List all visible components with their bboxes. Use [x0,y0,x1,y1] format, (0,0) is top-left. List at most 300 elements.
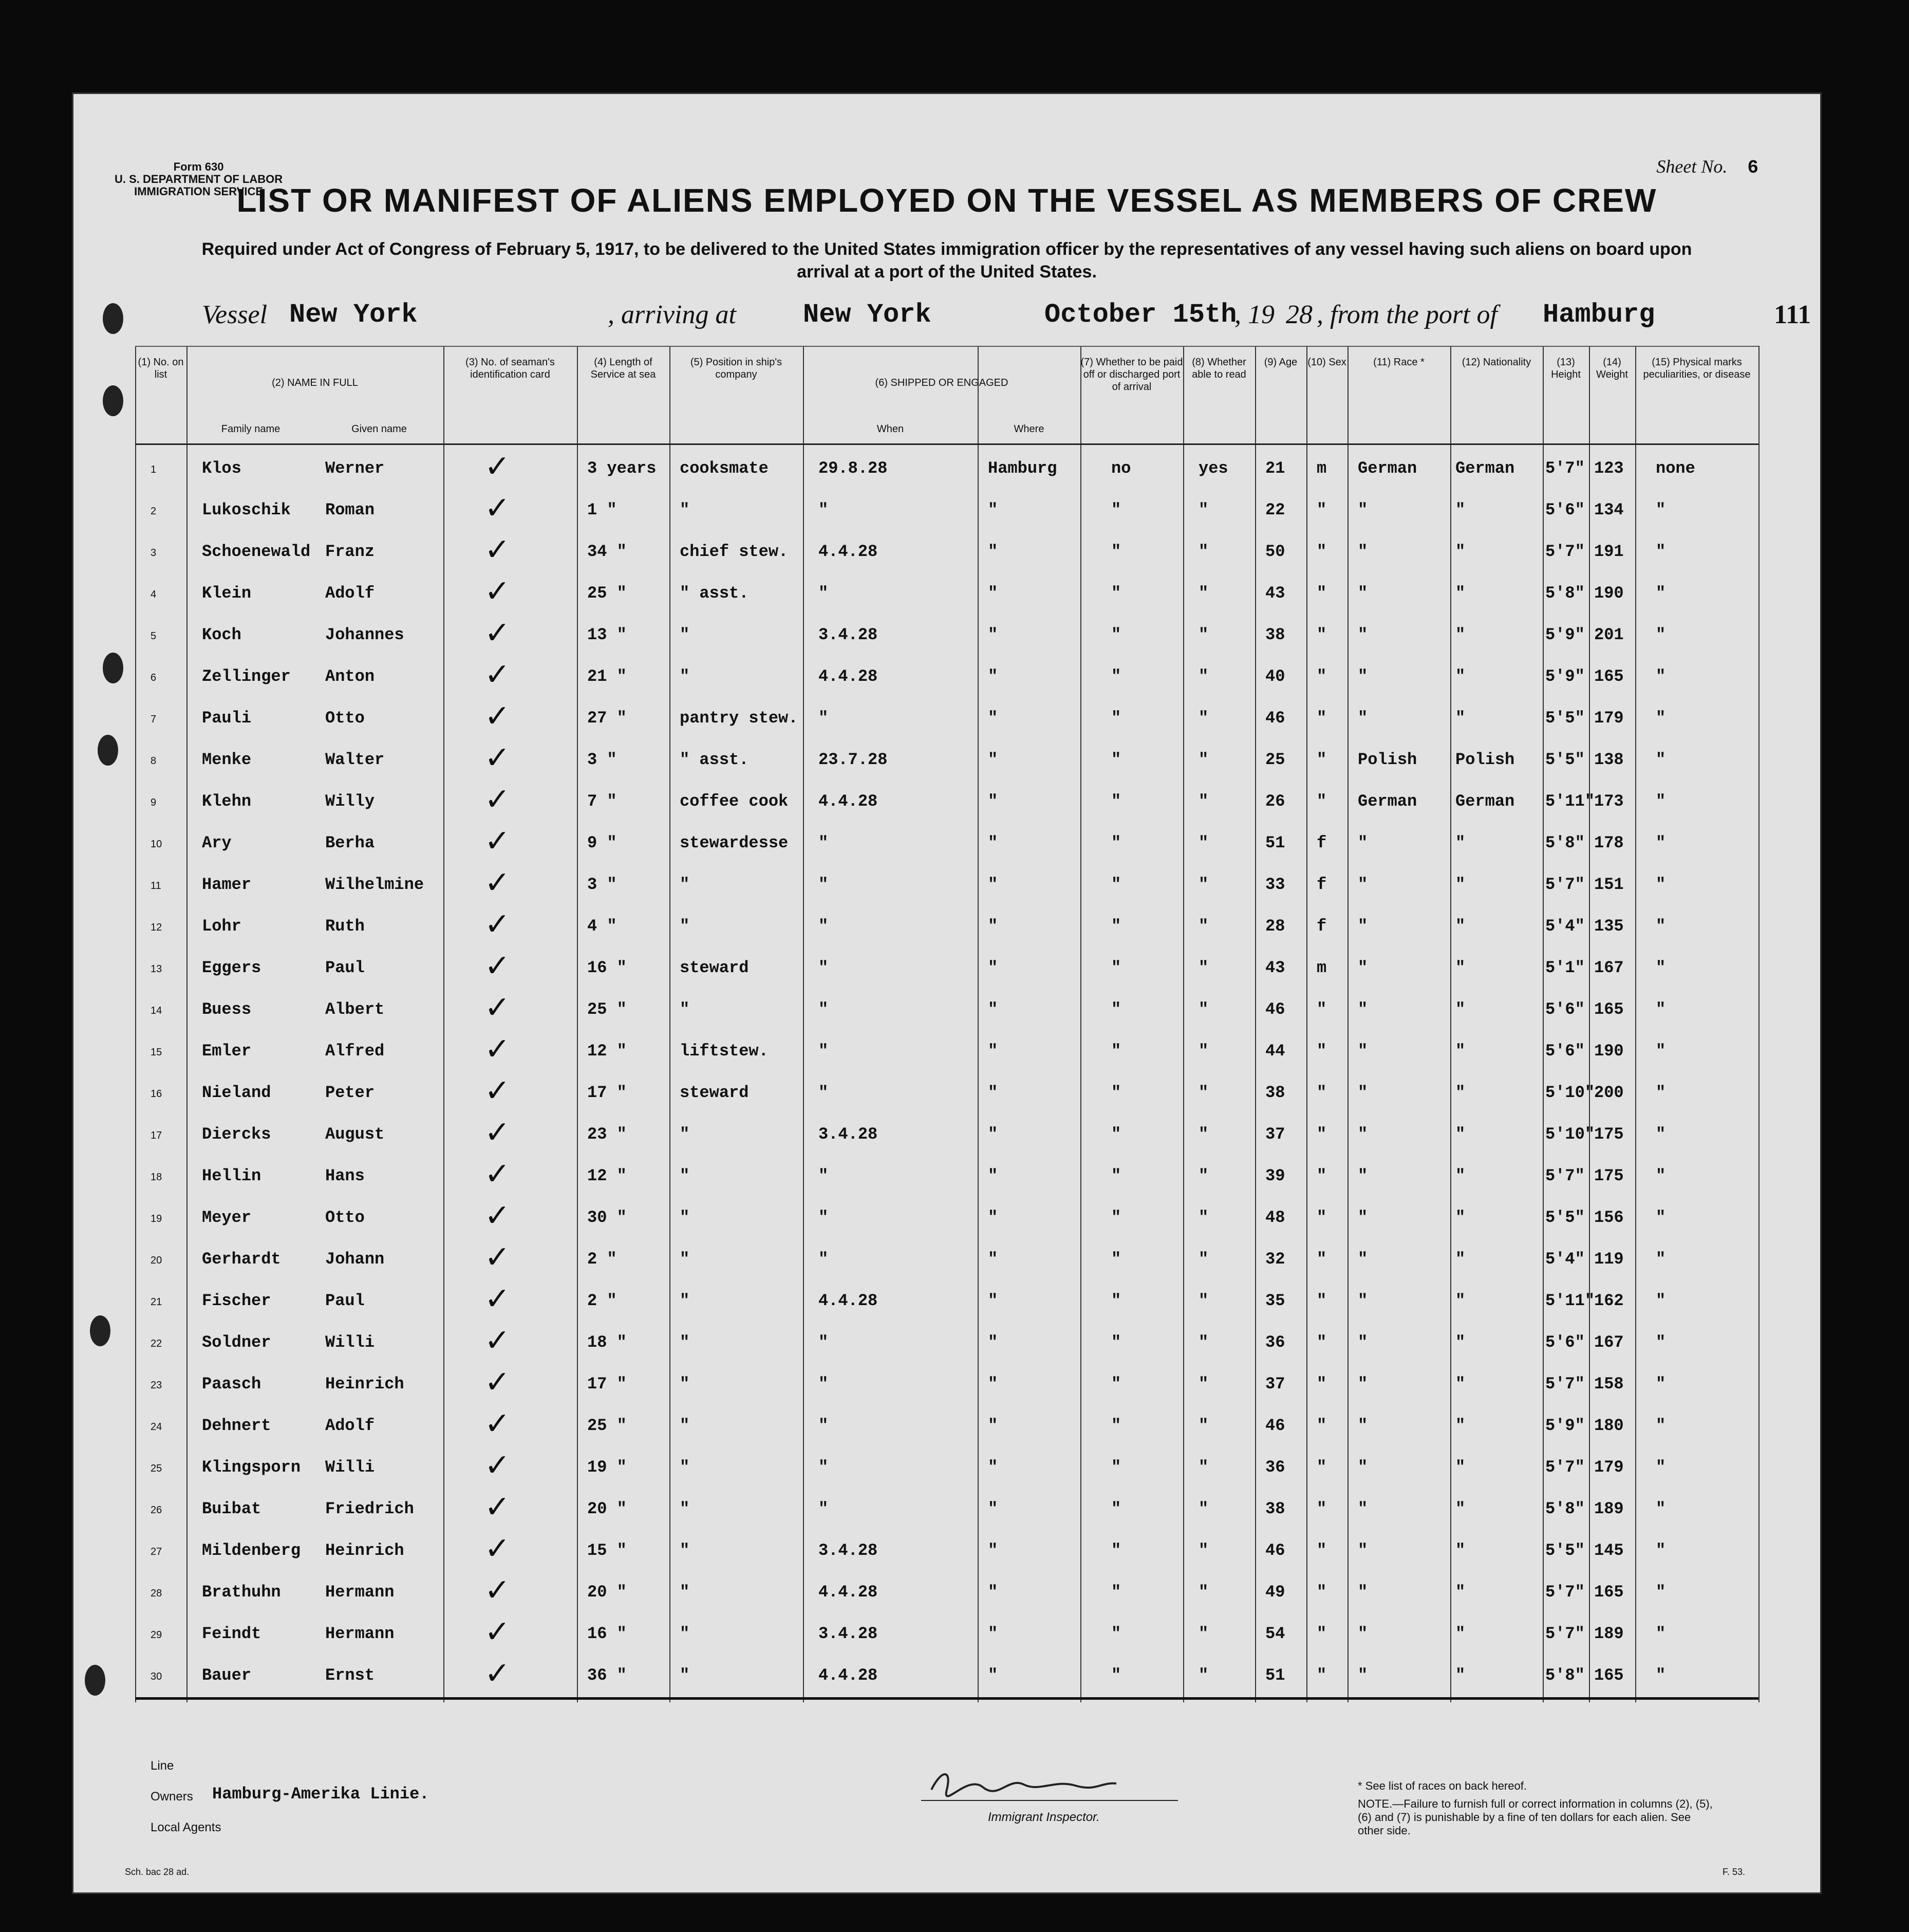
shipped-when-cell: " [818,584,829,603]
position-cell: " [680,1125,690,1144]
physical-marks-cell: " [1656,1624,1666,1643]
shipped-when-cell: 4.4.28 [818,792,878,811]
sex-cell: " [1317,709,1327,728]
shipped-where-cell: " [988,667,998,686]
service-length-cell: 15 " [587,1541,627,1560]
physical-marks-cell: " [1656,1166,1666,1185]
able-to-read-cell: " [1199,875,1209,894]
sex-cell: " [1317,1333,1327,1352]
family-name-cell: Gerhardt [202,1250,281,1269]
check-mark-icon: ✓ [484,1447,511,1483]
position-cell: " [680,1291,690,1310]
shipped-when-cell: " [818,1042,829,1061]
shipped-when-cell: " [818,1000,829,1019]
physical-marks-cell: " [1656,792,1666,811]
height-cell: 5'6" [1545,1333,1585,1352]
nationality-cell: " [1455,1416,1466,1435]
table-row [135,906,1830,946]
weight-cell: 191 [1594,542,1624,561]
family-name-cell: Brathuhn [202,1583,281,1602]
service-length-cell: 18 " [587,1333,627,1352]
col-header-age: (9) Age [1264,357,1298,368]
height-cell: 5'6" [1545,1000,1585,1019]
physical-marks-cell: " [1656,709,1666,728]
nationality-cell: " [1455,1541,1466,1560]
race-cell: " [1358,1042,1368,1061]
age-cell: 51 [1265,833,1285,852]
race-cell: German [1358,792,1417,811]
printer-mark: Sch. bac 28 ad. [125,1867,190,1877]
able-to-read-cell: " [1199,584,1209,603]
year-prefix: , 19 [1234,300,1275,329]
row-number-cell: 9 [151,797,157,808]
check-mark-icon: ✓ [484,1198,511,1234]
able-to-read-cell: " [1199,750,1209,769]
height-cell: 5'9" [1545,625,1585,644]
service-length-cell: 36 " [587,1666,627,1685]
physical-marks-cell: " [1656,750,1666,769]
able-to-read-cell: " [1199,1083,1209,1102]
physical-marks-cell: " [1656,1208,1666,1227]
check-mark-icon: ✓ [484,490,511,526]
height-cell: 5'9" [1545,667,1585,686]
nationality-cell: " [1455,625,1466,644]
paid-off-cell: " [1111,667,1121,686]
position-cell: " [680,1250,690,1269]
position-cell: steward [680,1083,749,1102]
weight-cell: 173 [1594,792,1624,811]
position-cell: " [680,625,690,644]
race-cell: " [1358,1166,1368,1185]
table-row [135,1281,1830,1321]
sex-cell: f [1317,917,1327,936]
row-number-cell: 21 [151,1296,162,1308]
race-cell: " [1358,875,1368,894]
paid-off-cell: " [1111,1083,1121,1102]
height-cell: 5'7" [1545,1583,1585,1602]
nationality-cell: " [1455,1624,1466,1643]
weight-cell: 165 [1594,1000,1624,1019]
age-cell: 21 [1265,459,1285,478]
row-number-cell: 18 [151,1172,162,1183]
row-number-cell: 2 [151,506,157,517]
nationality-cell: " [1455,917,1466,936]
family-name-cell: Zellinger [202,667,291,686]
position-cell: liftstew. [680,1042,769,1061]
race-cell: Polish [1358,750,1417,769]
able-to-read-cell: " [1199,1291,1209,1310]
table-row [135,1156,1830,1196]
binder-hole [98,735,118,766]
check-mark-icon: ✓ [484,823,511,859]
weight-cell: 165 [1594,667,1624,686]
height-cell: 5'7" [1545,1624,1585,1643]
able-to-read-cell: " [1199,833,1209,852]
physical-marks-cell: " [1656,1374,1666,1394]
weight-cell: 178 [1594,833,1624,852]
table-row [135,1531,1830,1571]
family-name-cell: Bauer [202,1666,252,1685]
sex-cell: " [1317,1624,1327,1643]
binder-hole [103,303,123,334]
shipped-where-cell: " [988,1042,998,1061]
position-cell: cooksmate [680,459,769,478]
service-length-cell: 17 " [587,1374,627,1394]
age-cell: 50 [1265,542,1285,561]
nationality-cell: " [1455,1208,1466,1227]
shipped-when-cell: 3.4.28 [818,1541,878,1560]
given-name-cell: Hermann [325,1583,395,1602]
able-to-read-cell: " [1199,792,1209,811]
col-header-family: Family name [221,423,280,435]
sex-cell: " [1317,1374,1327,1394]
weight-cell: 135 [1594,917,1624,936]
weight-cell: 134 [1594,500,1624,519]
paid-off-cell: " [1111,1042,1121,1061]
able-to-read-cell: " [1199,1499,1209,1518]
race-cell: " [1358,1291,1368,1310]
race-cell: " [1358,709,1368,728]
given-name-cell: Franz [325,542,375,561]
height-cell: 5'10" [1545,1125,1595,1144]
given-name-cell: Roman [325,500,375,519]
given-name-cell: Willy [325,792,375,811]
table-row [135,532,1830,572]
shipped-where-cell: " [988,1541,998,1560]
physical-marks-cell: " [1656,1083,1666,1102]
paid-off-cell: " [1111,958,1121,977]
paid-off-cell: " [1111,584,1121,603]
weight-cell: 179 [1594,1458,1624,1477]
inspector-signature [921,1764,1178,1801]
page-title: LIST OR MANIFEST OF ALIENS EMPLOYED ON THE VESSEL AS MEMBERS OF CREW [236,182,1657,219]
paid-off-cell: " [1111,625,1121,644]
table-row [135,1364,1830,1404]
height-cell: 5'5" [1545,1208,1585,1227]
race-cell: German [1358,459,1417,478]
check-mark-icon: ✓ [484,657,511,693]
col-header-service: (4) Length of Service at sea [590,357,656,380]
race-cell: " [1358,958,1368,977]
arriving-value: New York [803,300,931,330]
weight-cell: 156 [1594,1208,1624,1227]
physical-marks-cell: " [1656,1458,1666,1477]
age-cell: 36 [1265,1333,1285,1352]
physical-marks-cell: " [1656,1666,1666,1685]
age-cell: 22 [1265,500,1285,519]
given-name-cell: Walter [325,750,385,769]
shipped-when-cell: " [818,875,829,894]
check-mark-icon: ✓ [484,1489,511,1525]
table-row [135,1447,1830,1488]
col-header-marks: (15) Physical marks peculiarities, or disease [1643,357,1751,380]
list-number: 111 [1774,300,1811,329]
given-name-cell: Johannes [325,625,404,644]
service-length-cell: 3 " [587,750,617,769]
sex-cell: " [1317,1541,1327,1560]
weight-cell: 175 [1594,1125,1624,1144]
family-name-cell: Lohr [202,917,241,936]
physical-marks-cell: " [1656,833,1666,852]
sex-cell: " [1317,625,1327,644]
sex-cell: " [1317,1083,1327,1102]
shipped-when-cell: 29.8.28 [818,459,888,478]
row-number-cell: 7 [151,714,157,725]
row-number-cell: 22 [151,1338,162,1349]
service-length-cell: 34 " [587,542,627,561]
age-cell: 32 [1265,1250,1285,1269]
age-cell: 37 [1265,1374,1285,1394]
physical-marks-cell: " [1656,1000,1666,1019]
service-length-cell: 2 " [587,1250,617,1269]
given-name-cell: Willi [325,1458,375,1477]
physical-marks-cell: " [1656,917,1666,936]
sex-cell: " [1317,1666,1327,1685]
position-cell: " [680,1541,690,1560]
paid-off-cell: " [1111,1125,1121,1144]
row-number-cell: 10 [151,839,162,850]
sex-cell: " [1317,1583,1327,1602]
able-to-read-cell: " [1199,1416,1209,1435]
weight-cell: 179 [1594,709,1624,728]
family-name-cell: Soldner [202,1333,271,1352]
shipped-when-cell: 4.4.28 [818,1583,878,1602]
family-name-cell: Dehnert [202,1416,271,1435]
row-number-cell: 11 [151,880,161,891]
family-name-cell: Klehn [202,792,252,811]
shipped-where-cell: " [988,1374,998,1394]
family-name-cell: Mildenberg [202,1541,301,1560]
age-cell: 40 [1265,667,1285,686]
nationality-cell: " [1455,667,1466,686]
crew-table [135,346,1830,1702]
height-cell: 5'5" [1545,1541,1585,1560]
check-mark-icon: ✓ [484,1364,511,1400]
nationality-cell: " [1455,584,1466,603]
able-to-read-cell: " [1199,667,1209,686]
shipped-when-cell: 3.4.28 [818,1125,878,1144]
shipped-where-cell: " [988,1624,998,1643]
weight-cell: 200 [1594,1083,1624,1102]
height-cell: 5'5" [1545,709,1585,728]
position-cell: " asst. [680,750,749,769]
weight-cell: 151 [1594,875,1624,894]
page-subtitle: Required under Act of Congress of February 5, 1917, to be delivered to the United States immigration officer by the representatives of any vessel having such aliens on board upon arrival at a port of the United States. [201,239,1692,282]
given-name-cell: Ernst [325,1666,375,1685]
shipped-where-cell: " [988,709,998,728]
nationality-cell: " [1455,1250,1466,1269]
check-mark-icon: ✓ [484,698,511,734]
check-mark-icon: ✓ [484,782,511,818]
race-cell: " [1358,1624,1368,1643]
binder-hole [90,1315,110,1346]
race-cell: " [1358,667,1368,686]
col-header-read: (8) Whether able to read [1192,357,1246,380]
height-cell: 5'10" [1545,1083,1595,1102]
weight-cell: 175 [1594,1166,1624,1185]
family-name-cell: Fischer [202,1291,271,1310]
table-row [135,823,1830,863]
position-cell: " asst. [680,584,749,603]
table-row [135,1489,1830,1529]
age-cell: 54 [1265,1624,1285,1643]
vessel-value: New York [289,300,418,330]
row-number-cell: 1 [151,464,157,475]
given-name-cell: Friedrich [325,1499,414,1518]
nationality-cell: " [1455,1083,1466,1102]
family-name-cell: Klingsporn [202,1458,301,1477]
table-row [135,449,1830,489]
service-length-cell: 12 " [587,1166,627,1185]
sex-cell: " [1317,1499,1327,1518]
able-to-read-cell: " [1199,1541,1209,1560]
given-name-cell: Heinrich [325,1541,404,1560]
race-cell: " [1358,917,1368,936]
nationality-cell: " [1455,1000,1466,1019]
age-cell: 49 [1265,1583,1285,1602]
shipped-when-cell: " [818,1083,829,1102]
nationality-cell: " [1455,1583,1466,1602]
row-number-cell: 20 [151,1255,162,1266]
paid-off-cell: " [1111,1541,1121,1560]
shipped-when-cell: 3.4.28 [818,1624,878,1643]
height-cell: 5'5" [1545,750,1585,769]
sex-cell: " [1317,1125,1327,1144]
col-header-no: (1) No. on list [138,357,184,380]
race-cell: " [1358,1083,1368,1102]
row-number-cell: 15 [151,1047,162,1058]
nationality-cell: " [1455,709,1466,728]
row-number-cell: 8 [151,755,157,767]
age-cell: 46 [1265,709,1285,728]
able-to-read-cell: " [1199,1333,1209,1352]
given-name-cell: Johann [325,1250,385,1269]
able-to-read-cell: " [1199,1042,1209,1061]
age-cell: 33 [1265,875,1285,894]
weight-cell: 145 [1594,1541,1624,1560]
position-cell: " [680,1624,690,1643]
physical-marks-cell: " [1656,1499,1666,1518]
row-number-cell: 24 [151,1421,162,1433]
able-to-read-cell: " [1199,1166,1209,1185]
sex-cell: " [1317,1166,1327,1185]
family-name-cell: Buibat [202,1499,261,1518]
family-name-cell: Emler [202,1042,252,1061]
paid-off-cell: " [1111,1166,1121,1185]
race-cell: " [1358,1000,1368,1019]
physical-marks-cell: " [1656,1583,1666,1602]
weight-cell: 138 [1594,750,1624,769]
nationality-cell: " [1455,500,1466,519]
row-number-cell: 12 [151,922,162,933]
nationality-cell: " [1455,1125,1466,1144]
physical-marks-cell: " [1656,667,1666,686]
able-to-read-cell: " [1199,1583,1209,1602]
weight-cell: 123 [1594,459,1624,478]
check-mark-icon: ✓ [484,990,511,1026]
race-cell: " [1358,1583,1368,1602]
sex-cell: " [1317,667,1327,686]
shipped-where-cell: Hamburg [988,459,1057,478]
height-cell: 5'6" [1545,1042,1585,1061]
table-row [135,1614,1830,1654]
col-header-shipped: (6) SHIPPED OR ENGAGED [875,377,1008,388]
check-mark-icon: ✓ [484,1156,511,1192]
binder-hole [85,1665,105,1696]
given-name-cell: Werner [325,459,385,478]
check-mark-icon: ✓ [484,1114,511,1150]
inspector-label: Immigrant Inspector. [988,1810,1100,1824]
family-name-cell: Meyer [202,1208,252,1227]
age-cell: 36 [1265,1458,1285,1477]
check-mark-icon: ✓ [484,1406,511,1442]
age-cell: 38 [1265,1083,1285,1102]
weight-cell: 189 [1594,1499,1624,1518]
check-mark-icon: ✓ [484,1073,511,1109]
shipped-when-cell: " [818,1166,829,1185]
penalty-note: NOTE.—Failure to furnish full or correct information in columns (2), (5), (6) and (7) is punishable by a fine of ten dollars for each alien. See other side. [1358,1797,1713,1837]
service-length-cell: 17 " [587,1083,627,1102]
able-to-read-cell: " [1199,709,1209,728]
position-cell: " [680,1208,690,1227]
table-row [135,657,1830,697]
service-length-cell: 27 " [587,709,627,728]
service-length-cell: 2 " [587,1291,617,1310]
given-name-cell: Ruth [325,917,365,936]
shipped-when-cell: " [818,709,829,728]
binder-hole [103,653,123,683]
given-name-cell: Adolf [325,584,375,603]
check-mark-icon: ✓ [484,1239,511,1275]
able-to-read-cell: " [1199,1458,1209,1477]
physical-marks-cell: " [1656,1250,1666,1269]
service-length-cell: 16 " [587,958,627,977]
given-name-cell: Alfred [325,1042,385,1061]
able-to-read-cell: yes [1199,459,1228,478]
position-cell: " [680,1374,690,1394]
race-cell: " [1358,1666,1368,1685]
family-name-cell: Eggers [202,958,261,977]
row-number-cell: 19 [151,1213,162,1224]
position-cell: " [680,1666,690,1685]
table-row [135,1323,1830,1363]
race-cell: " [1358,1499,1368,1518]
shipped-when-cell: " [818,500,829,519]
shipped-where-cell: " [988,792,998,811]
height-cell: 5'11" [1545,792,1595,811]
able-to-read-cell: " [1199,1624,1209,1643]
physical-marks-cell: " [1656,1541,1666,1560]
col-header-given: Given name [351,423,407,435]
col-header-nationality: (12) Nationality [1462,357,1531,368]
year-value: 28 [1286,300,1313,329]
physical-marks-cell: " [1656,1291,1666,1310]
height-cell: 5'7" [1545,875,1585,894]
col-header-paid-off: (7) Whether to be paid off or discharged port of arrival [1080,357,1183,393]
race-cell: " [1358,1374,1368,1394]
given-name-cell: Berha [325,833,375,852]
table-row [135,990,1830,1030]
arriving-label: , arriving at [608,300,736,329]
table-row [135,1572,1830,1612]
from-label: , from the port of [1317,300,1498,329]
check-mark-icon: ✓ [484,532,511,568]
sex-cell: m [1317,958,1327,977]
shipped-when-cell: " [818,1208,829,1227]
shipped-where-cell: " [988,542,998,561]
service-length-cell: 21 " [587,667,627,686]
family-name-cell: Ary [202,833,232,852]
